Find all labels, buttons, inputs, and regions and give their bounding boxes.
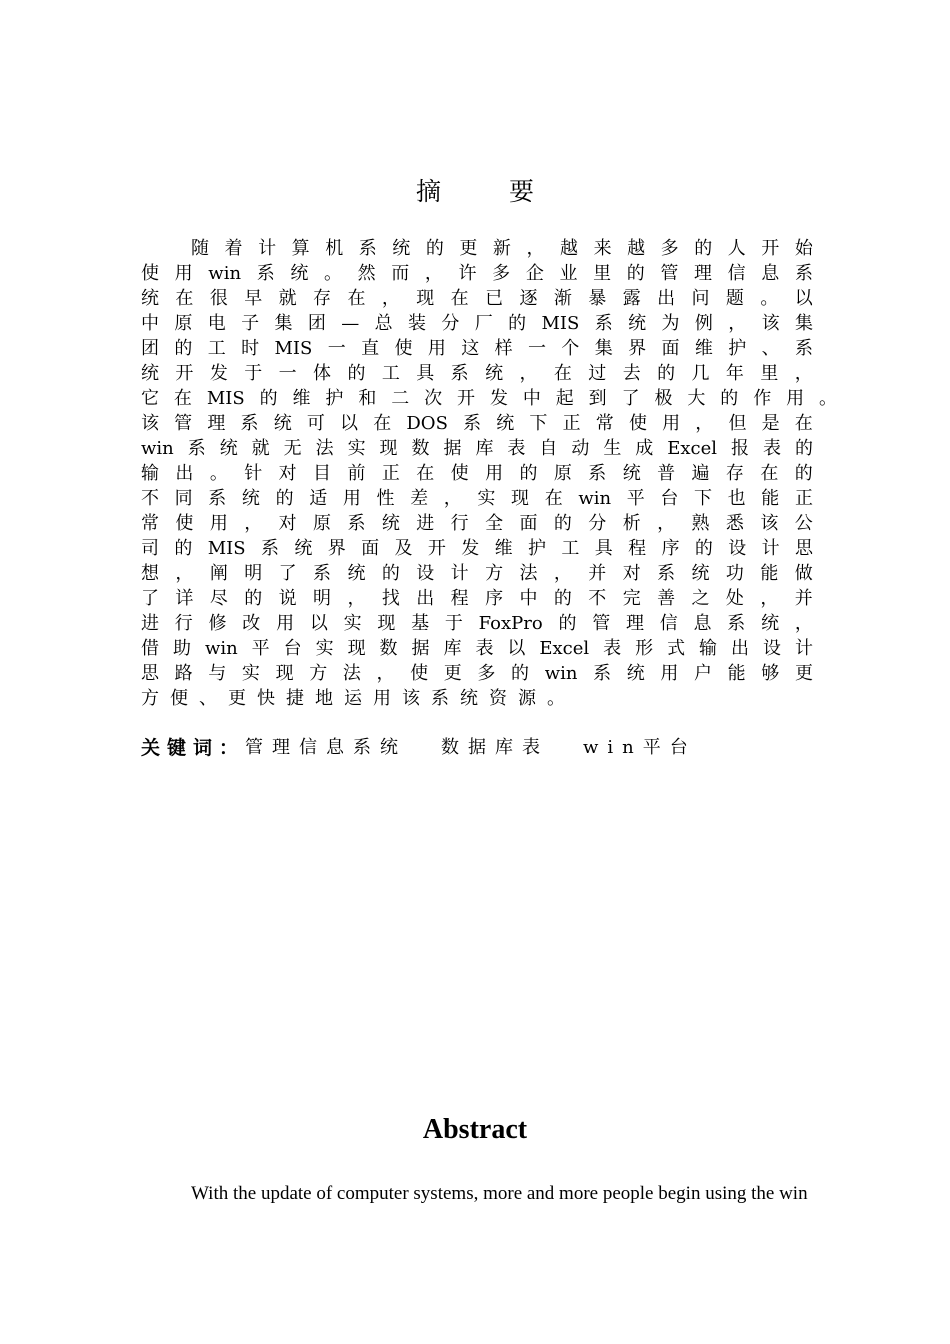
abstract-line: 进 行 修 改 用 以 实 现 基 于 FoxPro 的 管 理 信 息 系 统 ， [141,613,813,634]
abstract-line: 中 原 电 子 集 团 — 总 装 分 厂 的 MIS 系 统 为 例 ， 该 集 [141,313,813,334]
abstract-line: win 系 统 就 无 法 实 现 数 据 库 表 自 动 生 成 Excel 报 表 的 [141,438,813,459]
abstract-line: 了 详 尽 的 说 明 ， 找 出 程 序 中 的 不 完 善 之 处 ， 并 [141,588,813,609]
chinese-abstract-title: 摘 要 [416,177,564,206]
abstract-line: 该 管 理 系 统 可 以 在 DOS 系 统 下 正 常 使 用 ， 但 是 在 [141,413,813,434]
english-abstract-title: Abstract [422,1114,528,1145]
abstract-line: 统 开 发 于 一 体 的 工 具 系 统 ， 在 过 去 的 几 年 里 ， [141,363,813,384]
abstract-line: 方 便 、 更 快 捷 地 运 用 该 系 统 资 源 。 [141,688,565,709]
abstract-line: 司 的 MIS 系 统 界 面 及 开 发 维 护 工 具 程 序 的 设 计 思 [141,538,813,559]
abstract-line: 借 助 win 平 台 实 现 数 据 库 表 以 Excel 表 形 式 输 出 设 计 [141,638,813,659]
abstract-line: 统 在 很 早 就 存 在 ， 现 在 已 逐 渐 暴 露 出 问 题 。 以 [141,288,813,309]
abstract-line: 想 ， 阐 明 了 系 统 的 设 计 方 法 ， 并 对 系 统 功 能 做 [141,563,813,584]
keyword-item: 数据库表 [441,737,550,758]
abstract-line: 输 出 。 针 对 目 前 正 在 使 用 的 原 系 统 普 遍 存 在 的 [141,463,813,484]
keywords-section [141,735,731,761]
abstract-line: 它 在 MIS 的 维 护 和 二 次 开 发 中 起 到 了 极 大 的 作 用 。 [141,388,837,409]
keywords-label: 关键词： [141,737,246,759]
abstract-line: 团 的 工 时 MIS 一 直 使 用 这 样 一 个 集 界 面 维 护 、 系 [141,338,813,359]
abstract-line: 不 同 系 统 的 适 用 性 差 ， 实 现 在 win 平 台 下 也 能 正 [141,488,813,509]
english-abstract-text: With the update of computer systems, more and more people begin using the win [191,1183,808,1204]
chinese-abstract-body [141,236,837,711]
keyword-item: 管理信息系统 [245,737,408,758]
abstract-line: 使 用 win 系 统 。 然 而 ， 许 多 企 业 里 的 管 理 信 息 系 [141,263,813,284]
abstract-line: 常 使 用 ， 对 原 系 统 进 行 全 面 的 分 析 ， 熟 悉 该 公 [141,513,813,534]
abstract-line: 思 路 与 实 现 方 法 ， 使 更 多 的 win 系 统 用 户 能 够 更 [141,663,813,684]
abstract-line: 随 着 计 算 机 系 统 的 更 新 ， 越 来 越 多 的 人 开 始 [191,238,813,259]
keyword-item: win平台 [583,737,697,758]
